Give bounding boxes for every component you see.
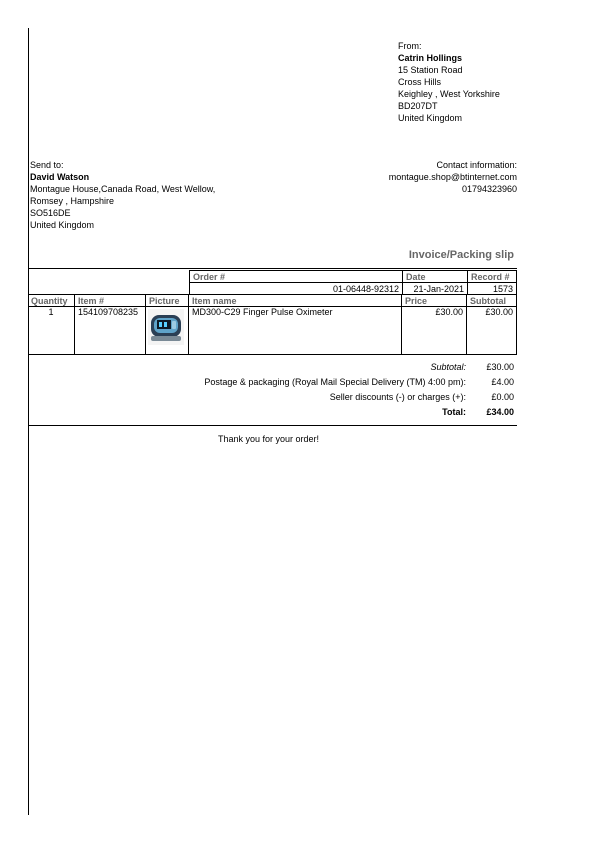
page-title: Invoice/Packing slip (408, 249, 514, 261)
items-table (28, 294, 517, 355)
contact-phone: 01794323960 (461, 184, 517, 194)
record-value: 1573 (468, 283, 517, 295)
from-line4: BD207DT (398, 101, 438, 111)
contact-label: Contact information: (436, 160, 517, 170)
subtotal-label: Subtotal: (430, 362, 466, 372)
totals-values (466, 360, 514, 420)
send-to-line3: SO516DE (30, 208, 71, 218)
row-item-number: 154109708235 (75, 307, 146, 355)
picture-header: Picture (146, 295, 189, 307)
totals-labels (66, 360, 466, 420)
postage-value: £4.00 (491, 377, 514, 387)
send-to-label: Send to: (30, 160, 64, 170)
date-value: 21-Jan-2021 (403, 283, 468, 295)
from-name: Catrin Hollings (398, 53, 463, 63)
row-picture (146, 307, 189, 355)
order-number-value: 01-06448-92312 (190, 283, 403, 295)
discount-value: £0.00 (491, 392, 514, 402)
item-number-header: Item # (75, 295, 146, 307)
postage-label: Postage & packaging (Royal Mail Special Delivery (TM) 4:00 pm): (204, 377, 466, 387)
left-margin-line (28, 28, 29, 815)
footer-divider (28, 425, 517, 426)
total-value: £34.00 (486, 407, 514, 417)
subtotal-header: Subtotal (467, 295, 517, 307)
row-price: £30.00 (402, 307, 467, 355)
contact-email: montague.shop@btinternet.com (388, 172, 517, 182)
footer-thanks: Thank you for your order! (218, 434, 320, 444)
from-label: From: (398, 41, 422, 51)
send-to-address (30, 159, 215, 231)
row-item-name: MD300-C29 Finger Pulse Oximeter (189, 307, 402, 355)
date-header: Date (403, 271, 468, 283)
from-address (398, 40, 500, 124)
discount-label: Seller discounts (-) or charges (+): (329, 392, 466, 402)
price-header: Price (402, 295, 467, 307)
order-number-header: Order # (190, 271, 403, 283)
send-to-name: David Watson (30, 172, 90, 182)
from-line1: 15 Station Road (398, 65, 463, 75)
row-quantity: 1 (28, 307, 75, 355)
subtotal-value: £30.00 (486, 362, 514, 372)
title-divider (28, 268, 517, 269)
record-header: Record # (468, 271, 517, 283)
row-subtotal: £30.00 (467, 307, 517, 355)
from-line2: Cross Hills (398, 77, 442, 87)
total-label: Total: (442, 407, 466, 417)
item-name-header: Item name (189, 295, 402, 307)
send-to-line4: United Kingdom (30, 220, 95, 230)
from-line5: United Kingdom (398, 113, 463, 123)
order-header-table (189, 270, 517, 295)
quantity-header: Quantity (28, 295, 75, 307)
pulse-oximeter-icon (148, 309, 184, 345)
from-line3: Keighley , West Yorkshire (398, 89, 500, 99)
send-to-line1: Montague House,Canada Road, West Wellow, (30, 184, 216, 194)
contact-information (389, 159, 517, 195)
send-to-line2: Romsey , Hampshire (30, 196, 115, 206)
table-row (28, 307, 517, 355)
